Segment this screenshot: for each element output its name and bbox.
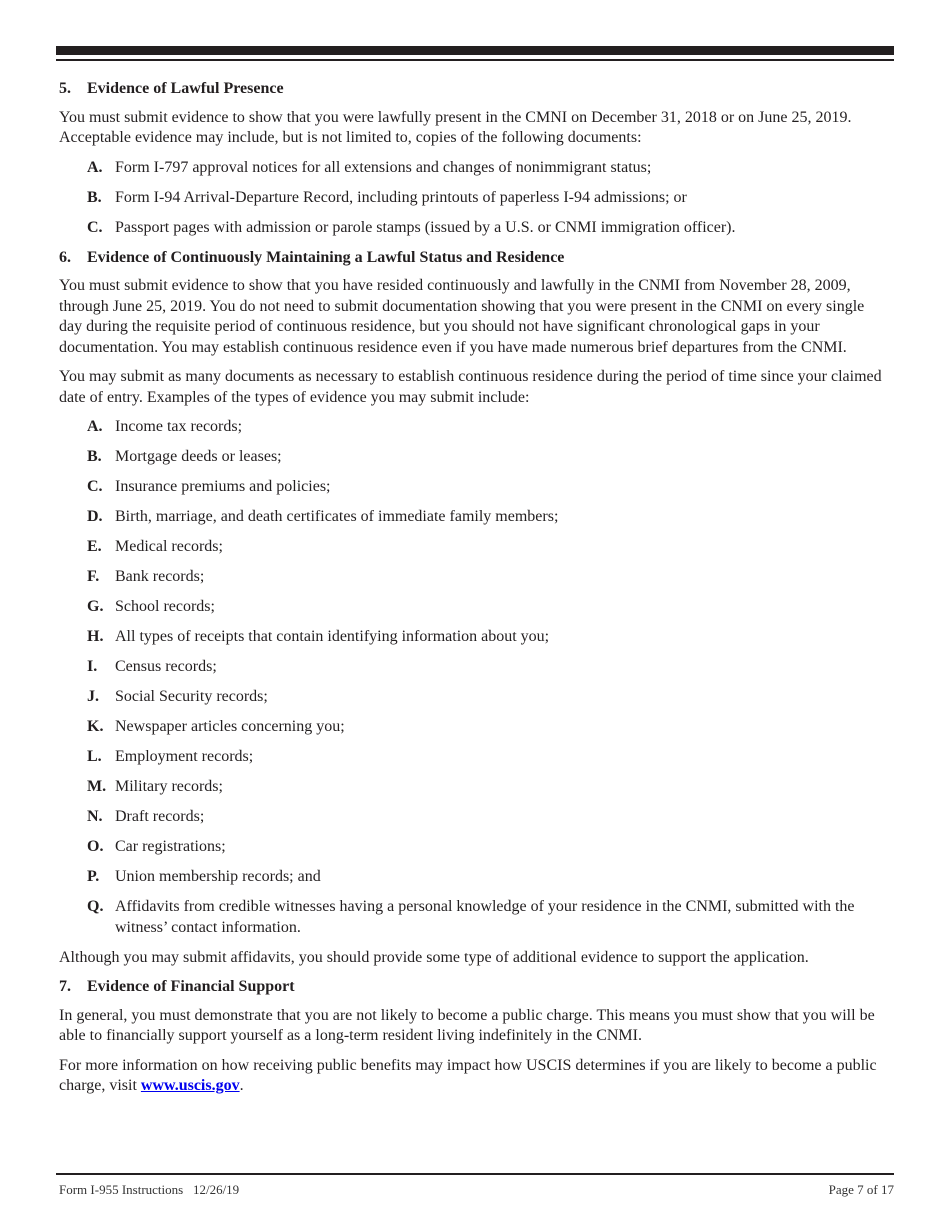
list-item-text: Form I-94 Arrival-Departure Record, including printouts of paperless I-94 admissions; or (115, 188, 687, 206)
list-item-text: Passport pages with admission or parole stamps (issued by a U.S. or CNMI immigration officer). (115, 218, 736, 236)
list-item-text: Car registrations; (115, 838, 226, 855)
list-item (59, 717, 889, 738)
section-6-paragraph-2: You may submit as many documents as necessary to establish continuous residence during the period of time since your claimed date of entry. Examples of the types of evidence you may submit include: (59, 368, 882, 406)
list-item-letter: O. (87, 838, 104, 855)
list-item (59, 188, 889, 209)
list-item-letter: K. (87, 718, 104, 735)
list-item-text: Census records; (115, 658, 217, 675)
header-rule-thick (56, 46, 894, 55)
list-item-text: Form I-797 approval notices for all extensions and changes of nonimmigrant status; (115, 158, 652, 176)
section-6-closing: Although you may submit affidavits, you should provide some type of additional evidence to support the application. (59, 948, 809, 966)
list-item (59, 687, 889, 708)
list-item-text: Employment records; (115, 748, 254, 765)
list-item-letter: G. (87, 598, 104, 615)
list-item-letter: A. (87, 418, 103, 435)
section-6-list (59, 417, 889, 938)
section-6-paragraph-1: You must submit evidence to show that you have resided continuously and lawfully in the CNMI from November 28, 2009, through June 25, 2019. You do not need to submit documentation showing that you were present in the CNMI on every single day during the requisite period of continuous residence, but you should not have significant chronological gaps in your documentation. You may establish continuous residence even if you have made numerous brief departures from the CNMI. (59, 277, 865, 356)
list-item-letter: E. (87, 538, 102, 555)
list-item (59, 597, 889, 618)
document-body (59, 79, 889, 1106)
list-item (59, 747, 889, 768)
list-item-text: School records; (115, 598, 215, 615)
list-item (59, 158, 889, 179)
footer-form-label: Form I-955 Instructions 12/26/19 (59, 1182, 240, 1197)
section-6-heading (59, 248, 889, 269)
list-item (59, 777, 889, 798)
list-item-letter: A. (87, 158, 103, 176)
list-item-text: Draft records; (115, 808, 205, 825)
header-rule-thin (56, 59, 894, 61)
list-item-text: Affidavits from credible witnesses having a personal knowledge of your residence in the CNMI, submitted with the witness’ contact information. (115, 898, 855, 936)
list-item (59, 867, 889, 888)
list-item (59, 567, 889, 588)
list-item (59, 897, 889, 938)
list-item-letter: H. (87, 628, 104, 645)
list-item (59, 657, 889, 678)
section-5-heading (59, 79, 889, 100)
list-item-text: Insurance premiums and policies; (115, 478, 331, 495)
section-title: Evidence of Lawful Presence (87, 80, 284, 97)
section-number: 6. (59, 248, 71, 266)
list-item (59, 218, 889, 239)
footer-page-number: Page 7 of 17 (828, 1182, 894, 1197)
section-7-paragraph-2 (59, 1056, 889, 1097)
list-item-letter: J. (87, 688, 99, 705)
list-item-letter: B. (87, 448, 102, 465)
list-item-text: Social Security records; (115, 688, 268, 705)
list-item-letter: I. (87, 658, 98, 675)
list-item-text: Newspaper articles concerning you; (115, 718, 345, 735)
footer-rule (56, 1173, 894, 1175)
list-item (59, 837, 889, 858)
list-item (59, 627, 889, 648)
list-item-text: Income tax records; (115, 418, 243, 435)
section-number: 5. (59, 80, 71, 97)
section-number: 7. (59, 978, 71, 995)
section-7-paragraph-1: In general, you must demonstrate that you are not likely to become a public charge. This means you must show that you will be able to financially support yourself as a long-term resident living indefinitely in the CNMI. (59, 1006, 875, 1044)
section-5-list (59, 158, 889, 239)
section-title: Evidence of Financial Support (87, 978, 295, 995)
list-item-letter: F. (87, 568, 100, 585)
list-item-letter: N. (87, 808, 103, 825)
list-item (59, 537, 889, 558)
list-item-text: Military records; (115, 778, 223, 795)
list-item-text: Medical records; (115, 538, 223, 555)
uscis-website-link[interactable]: www.uscis.gov (140, 1077, 240, 1094)
paragraph-text: For more information on how receiving public benefits may impact how USCIS determines if you are likely to become a public charge, visit (59, 1056, 877, 1094)
list-item-text: Mortgage deeds or leases; (115, 448, 282, 465)
paragraph-text-end: . (239, 1077, 244, 1094)
list-item-letter: L. (87, 748, 102, 765)
section-title: Evidence of Continuously Maintaining a Lawful Status and Residence (87, 248, 565, 266)
list-item-letter: Q. (87, 898, 104, 915)
list-item-letter: C. (87, 218, 103, 236)
list-item (59, 417, 889, 438)
list-item-letter: C. (87, 478, 103, 495)
list-item (59, 507, 889, 528)
list-item-text: All types of receipts that contain identifying information about you; (115, 628, 550, 645)
list-item-text: Bank records; (115, 568, 205, 585)
list-item-text: Union membership records; and (115, 868, 321, 885)
list-item-letter: B. (87, 188, 102, 206)
section-5-intro: You must submit evidence to show that you were lawfully present in the CMNI on December 31, 2018 or on June 25, 2019. Acceptable evidence may include, but is not limited to, copies of the following documents: (59, 108, 852, 146)
section-7-heading (59, 977, 889, 998)
list-item (59, 477, 889, 498)
list-item-letter: P. (87, 868, 100, 885)
list-item-letter: D. (87, 508, 103, 525)
list-item-text: Birth, marriage, and death certificates of immediate family members; (115, 508, 559, 525)
list-item (59, 447, 889, 468)
list-item-letter: M. (87, 778, 107, 795)
list-item (59, 807, 889, 828)
